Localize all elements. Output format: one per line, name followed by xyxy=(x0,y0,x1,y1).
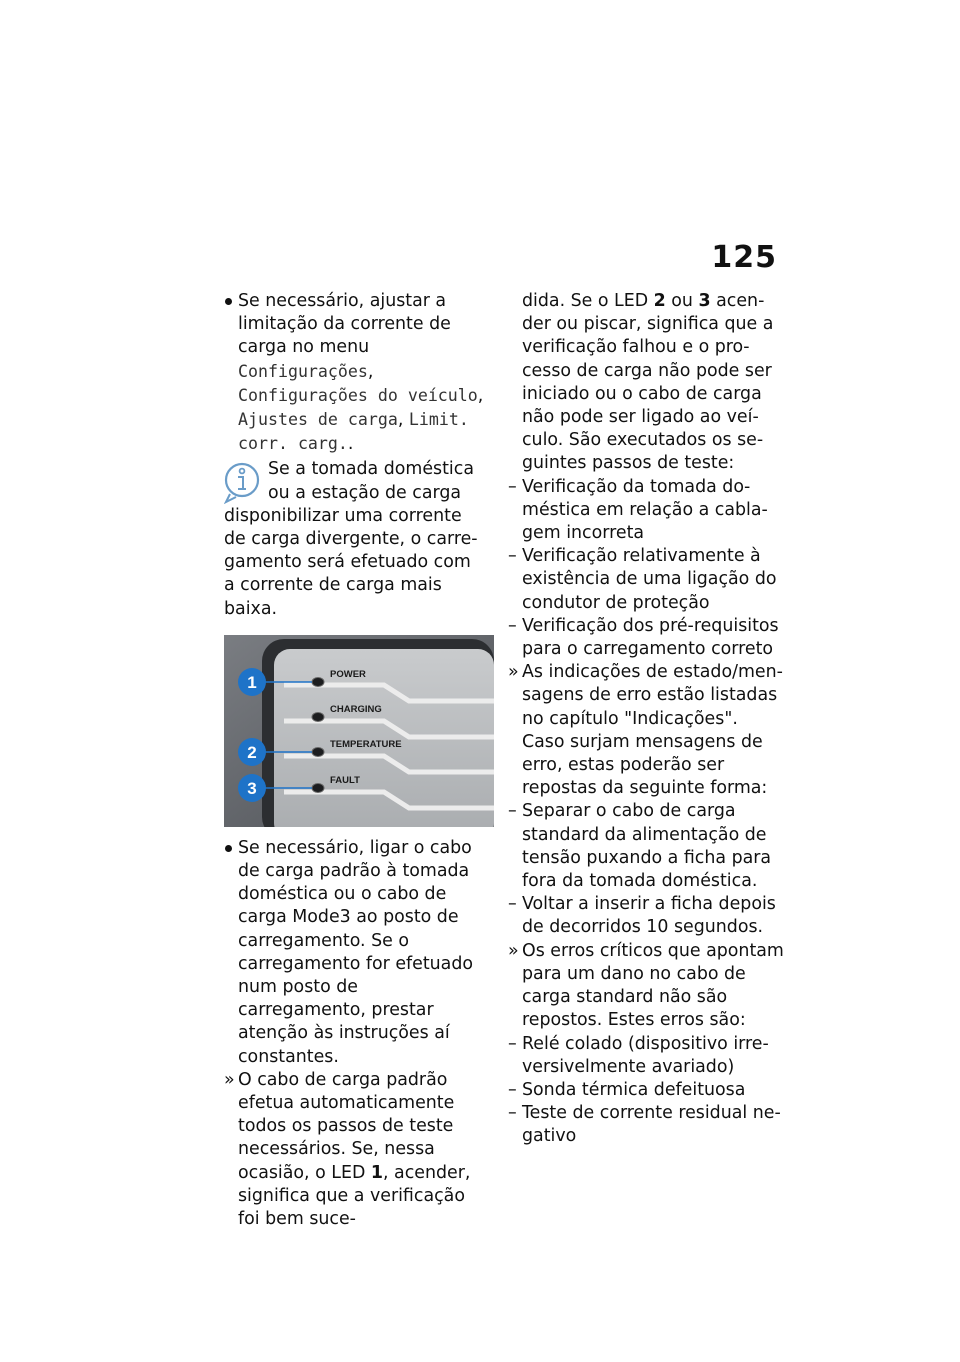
info-text: Se a tomada doméstica ou a estação de carga disponibilizar uma corrente de carga divergente, o carregamento será efetuado com a corrente de carga mais baixa. xyxy=(224,459,478,619)
list-item: – Verificação relativamente à existência de uma ligação do condutor de proteção xyxy=(508,546,777,613)
list-item: – Sonda térmica defeituosa xyxy=(508,1079,746,1100)
list-item: Se necessário, ligar o cabo de carga padrão à tomada doméstica ou o cabo de carga Mode3 ao posto de carregamento. Se o carregamento for efetuado num posto de carregamento, prestar atenção às instruções aí constantes. xyxy=(224,837,486,1069)
callout-number: 2 xyxy=(247,742,257,762)
list-item: dida. Se o LED 2 ou 3 acender ou piscar, significa que a verificação falhou e o processo de carga não pode ser iniciado ou o cabo de carga não pode ser ligado ao veículo. São executados os seguintes passos de teste: xyxy=(522,291,774,474)
info-note xyxy=(224,458,486,620)
list-item: – Relé colado (dispositivo irreversivelmente avariado) xyxy=(508,1033,769,1077)
led-label: FAULT xyxy=(330,774,360,786)
list-item: Se necessário, ajustar a limitação da corrente de carga no menu Configurações, Configurações do veículo, Ajustes de carga, Limit. corr. carg.. xyxy=(224,290,486,456)
callout-number: 3 xyxy=(247,778,257,798)
list-item: – Teste de corrente residual negativo xyxy=(508,1103,781,1147)
list-item: » O cabo de carga padrão efetua automaticamente todos os passos de teste necessários. Se, nessa ocasião, o LED 1, acender, significa que a verificação foi bem suce- xyxy=(224,1069,471,1230)
info-icon xyxy=(224,460,264,504)
result-marker: » xyxy=(224,1069,235,1090)
left-column xyxy=(224,290,486,1231)
callout-number: 1 xyxy=(247,672,257,692)
charger-led-figure xyxy=(224,635,494,827)
led-label: CHARGING xyxy=(330,703,382,715)
page-number: 125 xyxy=(711,240,777,275)
led-label: POWER xyxy=(330,668,366,680)
list-item: – Separar o cabo de carga standard da alimentação de tensão puxando a ficha para fora da tomada doméstica. xyxy=(508,801,772,892)
right-column xyxy=(508,290,784,1149)
list-item: – Verificação dos pré-requisitos para o carregamento correto xyxy=(508,615,779,660)
list-item: – Verificação da tomada doméstica em relação a cablagem incorreta xyxy=(508,476,768,544)
list-item: – Voltar a inserir a ficha depois de decorridos 10 segundos. xyxy=(508,894,776,938)
charger-panel-image xyxy=(224,635,494,827)
list-item: » Os erros críticos que apontam para um dano no cabo de carga standard não são repostos. Estes erros são: xyxy=(508,940,784,1031)
list-item: » As indicações de estado/mensagens de erro estão listadas no capítulo "Indicações". Caso surjam mensagens de erro, estas poderão ser repostas da seguinte forma: xyxy=(508,662,783,799)
led-label: TEMPERATURE xyxy=(330,738,402,750)
